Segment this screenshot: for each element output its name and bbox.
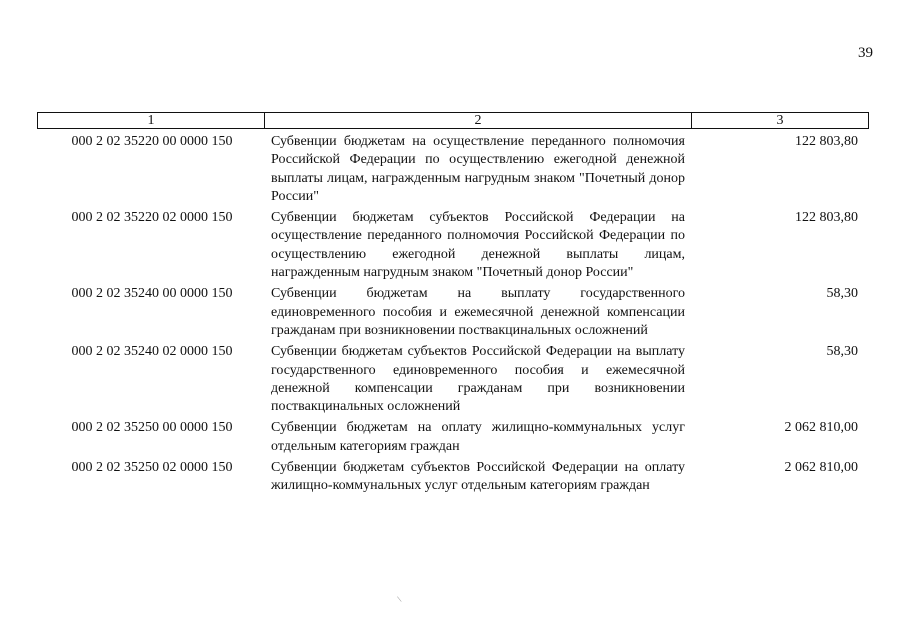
budget-code: 000 2 02 35250 02 0000 150 <box>71 460 233 476</box>
table-header <box>37 112 869 129</box>
row-amount: 58,30 <box>826 344 858 360</box>
table-row <box>37 419 869 456</box>
budget-code: 000 2 02 35220 02 0000 150 <box>71 210 233 226</box>
budget-code: 000 2 02 35240 02 0000 150 <box>71 344 233 360</box>
column-header-1: 1 <box>38 113 265 128</box>
table-body <box>37 133 869 499</box>
row-description: Субвенции бюджетам субъектов Российской Федерации на оплату жилищно-коммунальных услуг отдельным категориям граждан <box>271 460 685 494</box>
budget-code: 000 2 02 35240 00 0000 150 <box>71 286 233 302</box>
table-row <box>37 133 869 206</box>
row-amount: 122 803,80 <box>795 134 858 149</box>
table-row <box>37 209 869 282</box>
row-description: Субвенции бюджетам на осуществление переданного полномочия Российской Федерации по осуществлению ежегодной денежной выплаты лицам, награжденным нагрудным знаком "Почетный донор России" <box>271 134 685 204</box>
row-description: Субвенции бюджетам субъектов Российской Федерации на осуществление переданного полномочия Российской Федерации по осуществлению ежегодной денежной выплаты лицам, награжденным нагрудным знаком "Почетный донор России" <box>271 210 685 281</box>
row-amount: 2 062 810,00 <box>784 420 858 436</box>
scan-artifact-mark: \ <box>396 593 403 605</box>
row-amount: 122 803,80 <box>795 210 858 226</box>
row-description: Субвенции бюджетам на выплату государственного единовременного пособия и ежемесячной денежной компенсации гражданам при возникновении поствакцинальных осложнений <box>271 286 685 338</box>
budget-code: 000 2 02 35220 00 0000 150 <box>71 134 233 149</box>
page-number: 39 <box>858 45 873 61</box>
table-row <box>37 285 869 340</box>
table-row <box>37 343 869 416</box>
row-description: Субвенции бюджетам субъектов Российской Федерации на выплату государственного единовременного пособия и ежемесячной денежной компенсации гражданам при возникновении поствакцинальных осложнений <box>271 344 685 415</box>
row-amount: 2 062 810,00 <box>784 460 858 476</box>
budget-code: 000 2 02 35250 00 0000 150 <box>71 420 233 436</box>
table-row <box>37 459 869 496</box>
column-header-3: 3 <box>776 112 784 128</box>
column-header-2: 2 <box>265 113 692 128</box>
row-amount: 58,30 <box>826 286 858 302</box>
row-description: Субвенции бюджетам на оплату жилищно-коммунальных услуг отдельным категориям граждан <box>271 420 685 454</box>
